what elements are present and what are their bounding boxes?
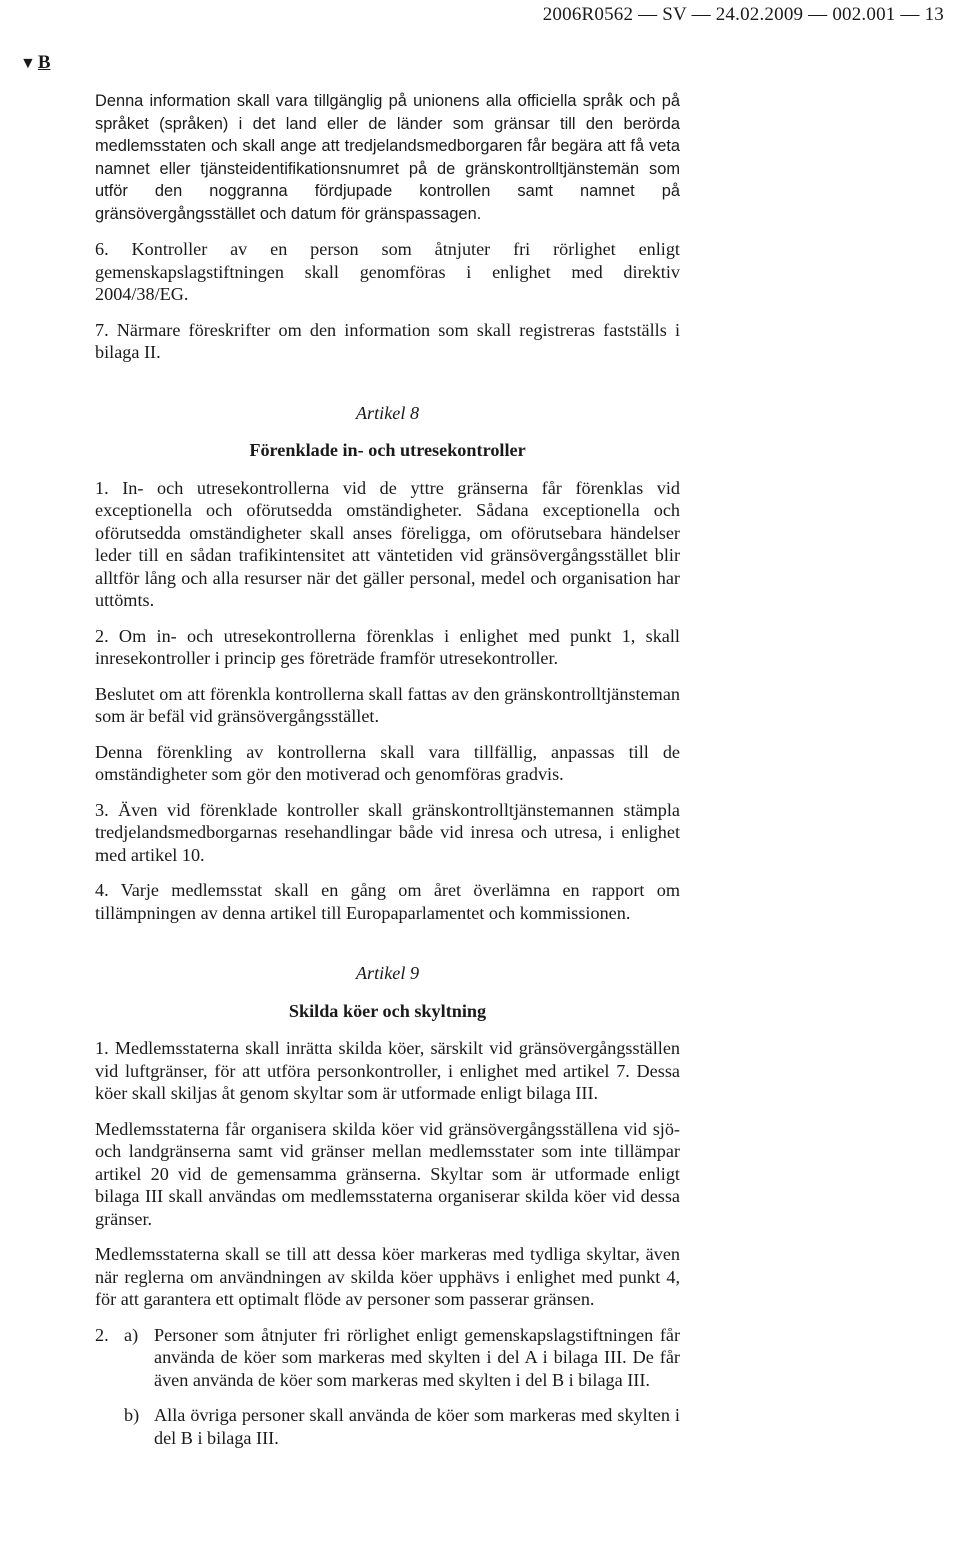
point-text: Personer som åtnjuter fri rörlighet enligt gemenskapslagstiftningen får använda de köer som markeras med skylten i del A i bilaga III. De får även använda de köer som markeras med skylten i del B i bilaga III. [154, 1324, 680, 1390]
consolidation-marker [20, 52, 51, 74]
article-9-number: Artikel 9 [355, 963, 420, 983]
article-8-paragraph-2b: Beslutet om att förenkla kontrollerna skall fattas av den gränskontrolltjänsteman som är befäl vid gränsövergångsstället. [95, 683, 680, 726]
article-8-number: Artikel 8 [355, 402, 420, 423]
point-letter: a) [124, 1324, 139, 1345]
paragraph-6: 6. Kontroller av en person som åtnjuter fri rörlighet enligt gemenskapslagstiftningen skall genomföras i enlighet med direktiv 2004/38/EG. [95, 239, 680, 304]
article-8-paragraph-1: 1. In- och utresekontrollerna vid de yttre gränserna får förenklas vid exceptionella och oförutsedda omständigheter. Sådana exceptionella och oförutsedda omständigheter skall anses föreligga, om oförutsebara händelser leder till en sådan trafikintensitet att väntetiden vid gränsövergångsstället blir alltför lång och alla resurser när det gäller personal, medel och organisation har uttömts. [95, 477, 680, 610]
point-number: 2. [95, 1324, 109, 1345]
intro-paragraph: Denna information skall vara tillgänglig på unionens alla officiella språk och på språket (språken) i det land eller de länder som gränsar till den berörda medlemsstaten och skall ange att tredjelandsmedborgaren får begära att få veta namnet eller tjänsteidentifikationsnumret på de gränskontrolltjänstemän som utför den noggranna fördjupade kontrollen samt namnet på gränsövergångsstället och datum för gränspassagen. [95, 92, 680, 223]
article-8-paragraph-2c: Denna förenkling av kontrollerna skall vara tillfällig, anpassas till de omständigheter som gör den motiverad och genomföras gradvis. [95, 741, 680, 784]
article-9-paragraph-1: 1. Medlemsstaterna skall inrätta skilda köer, särskilt vid gränsövergångsställen vid luftgränser, för att utföra personkontroller, i enlighet med artikel 7. Dessa köer skall skiljas åt genom skyltar som är utformade enligt bilaga III. [95, 1038, 680, 1103]
marker-letter: B [37, 52, 51, 73]
article-9-point-2a [95, 1324, 680, 1392]
article-9-paragraph-1b: Medlemsstaterna får organisera skilda köer vid gränsövergångsställena vid sjö- och landgränserna samt vid gränser mellan medlemsstater som inte tillämpar artikel 20 vid de gemensamma gränserna. Skyltar som är utformade enligt bilaga III skall användas om medlemsstaterna organiserar skilda köer vid dessa gränser. [95, 1118, 680, 1229]
article-9-paragraph-1c: Medlemsstaterna skall se till att dessa köer markeras med tydliga skyltar, även när reglerna om användningen av skilda köer upphävs i enlighet med punkt 4, för att garantera ett optimalt flöde av personer som passerar gränsen. [95, 1244, 680, 1309]
document-header: 2006R0562 — SV — 24.02.2009 — 002.001 — 13 [542, 4, 944, 25]
article-9-title: Skilda köer och skyltning [288, 1000, 487, 1021]
article-8-paragraph-2: 2. Om in- och utresekontrollerna förenklas i enlighet med punkt 1, skall inresekontroller i princip ges företräde framför utresekontroller. [95, 625, 680, 668]
paragraph-7: 7. Närmare föreskrifter om den information som skall registreras fastställs i bilaga II. [95, 319, 680, 362]
article-9-point-2b [124, 1404, 680, 1449]
article-8-title: Förenklade in- och utresekontroller [249, 440, 526, 460]
document-body [95, 90, 680, 1462]
article-8-paragraph-4: 4. Varje medlemsstat skall en gång om året överlämna en rapport om tillämpningen av denna artikel till Europaparlamentet och kommissionen. [95, 880, 680, 923]
triangle-marker-icon: ▼ [20, 55, 36, 72]
point-letter: b) [124, 1405, 140, 1425]
article-8-paragraph-3: 3. Även vid förenklade kontroller skall gränskontrolltjänstemannen stämpla tredjelandsmedborgarnas resehandlingar både vid inresa och utresa, i enlighet med artikel 10. [95, 799, 680, 865]
point-text: Alla övriga personer skall använda de köer som markeras med skylten i del B i bilaga III. [154, 1405, 680, 1448]
